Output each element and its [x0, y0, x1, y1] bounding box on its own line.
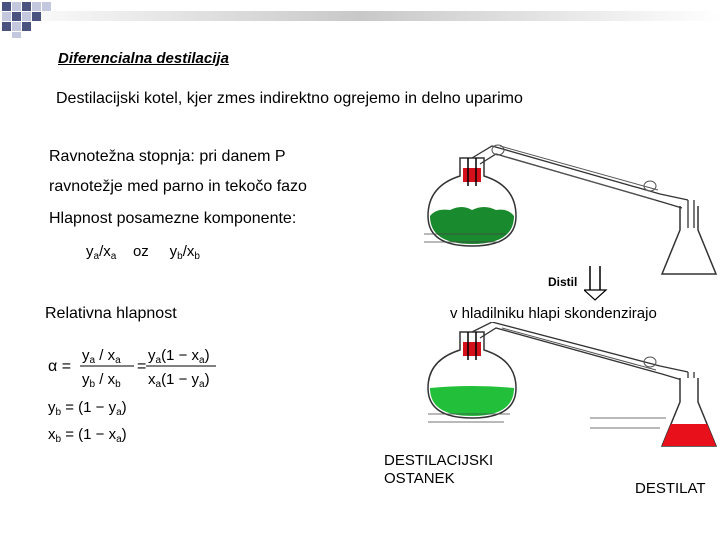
distillation-apparatus-top — [410, 138, 720, 288]
svg-text:α =: α = — [48, 358, 72, 375]
residue-label-line1: DESTILACIJSKI — [384, 452, 494, 469]
condense-caption: v hladilniku hlapi skondenzirajo — [450, 305, 657, 322]
volatility-heading: Hlapnost posamezne komponente: — [49, 210, 297, 227]
equilibrium-phase-line: ravnotežje med parno in tekočo fazo — [49, 178, 307, 195]
description-line: Destilacijski kotel, kjer zmes indirektno ogrejemo in delno uparimo — [56, 90, 523, 107]
svg-text:xb = (1 − xa): $x_b = (1 - x_a)$ — [48, 426, 127, 445]
boiling-flask-bottom — [428, 332, 516, 418]
volatility-expressions: $y_a/x_a$ oz $y_b/x_b$ — [86, 243, 200, 262]
svg-text:ya(1 − xa): $y_a(1 - x_a)$ — [148, 347, 210, 366]
distillate-label: DESTILAT — [635, 480, 706, 497]
svg-text:yb = (1 − ya): $y_b = (1 - y_a)$ — [48, 399, 127, 418]
receiving-flask-bottom — [662, 378, 716, 446]
distillation-apparatus-bottom — [410, 322, 720, 452]
receiving-flask-top — [662, 206, 716, 274]
distil-arrow — [584, 262, 608, 302]
svg-text:xa(1 − ya): $x_a(1 - y_a)$ — [148, 371, 210, 390]
svg-text:=: = — [137, 358, 147, 375]
residue-label-line2: OSTANEK — [384, 470, 455, 487]
slide-title: Diferencialna destilacija — [58, 50, 229, 67]
header-stripe — [0, 11, 720, 21]
svg-text:ya / xa: $y_a / x_a$ — [82, 347, 121, 366]
distil-label: Distil — [548, 275, 578, 289]
header-decoration — [0, 0, 720, 40]
equilibrium-stage-line: Ravnotežna stopnja: pri danem P — [49, 148, 286, 165]
boiling-flask-top — [428, 158, 516, 246]
svg-text:yb / xb: $y_b / x_b$ — [82, 371, 121, 390]
relative-volatility-heading: Relativna hlapnost — [45, 305, 177, 322]
relative-volatility-equations — [44, 338, 234, 448]
